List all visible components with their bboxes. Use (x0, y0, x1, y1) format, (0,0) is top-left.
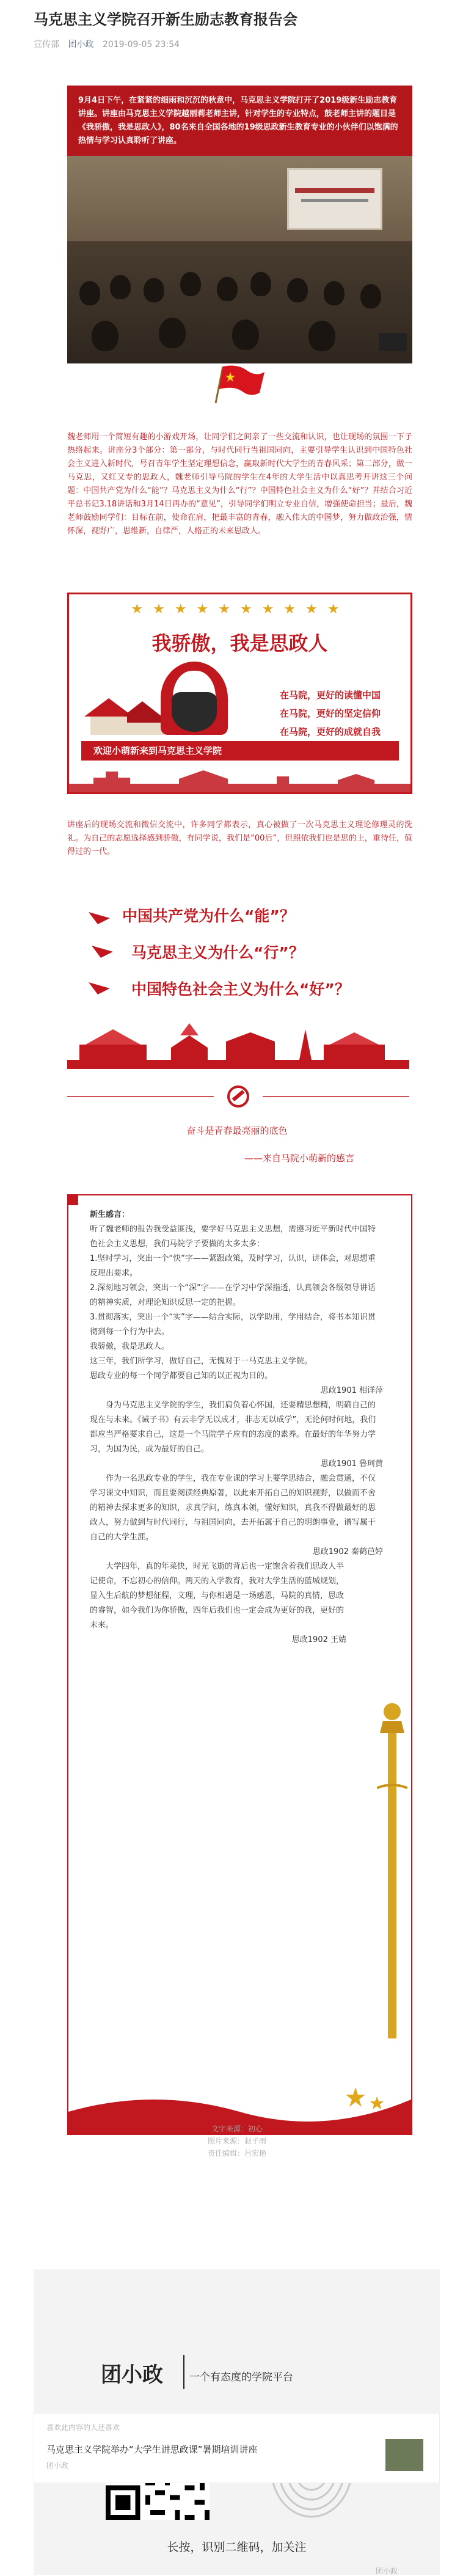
slogan-line: 奋斗是青春最亮丽的底色 (186, 1125, 288, 1136)
scan-cta: 长按，识别二维码，加关注 (167, 2541, 307, 2554)
letter-text: 作为一名思政专业的学生，我在专业课的学习上要学思结合，融会贯通，不仅学习课文中知识，而且要阅读经典原著，以此来开拓自己的知识视野，以做而不舍的精神去探求更多的知识，求真学问，练真本领，懂好知识，真我不得做最好的思政人，努力做到与时代同行，与祖国同向，去开拓属于自己的明朗事业，谱写属于自己的大学生涯。 (90, 1474, 376, 1542)
related-articles (34, 2413, 440, 2483)
brand-name: 团小政 (101, 2363, 163, 2387)
related-label: 喜欢此内容的人还喜欢 (46, 2423, 120, 2432)
skyline-graphic (69, 765, 410, 792)
brand-tagline: 一个有态度的学院平台 (189, 2371, 293, 2384)
projector-screen (287, 168, 382, 230)
credit-photo: 图片来源：赵子雨 (207, 2137, 266, 2145)
letter-body (90, 1208, 383, 1647)
poster-line: 在马院，更好的读懂中国 (280, 690, 381, 701)
star-row: ★★★★★★★★★★ (131, 602, 349, 617)
watermark: 团小政 (376, 2567, 398, 2575)
article-meta (34, 38, 180, 50)
publish-date: 2019-09-05 23:54 (102, 40, 180, 49)
paragraph-feedback: 讲座后的现场交流和微信交流中，许多同学都表示，真心被做了一次马克思主义理论修理灵的洗礼。为自己的志愿选择感到骄傲，有同学说，我们是“00后”，但照依我们也是思的上，重待任，值得过的一代。 (67, 820, 412, 856)
landmarks-graphic (67, 1017, 409, 1069)
related-article-title[interactable]: 马克思主义学院举办“大学生讲思政课”暑期培训讲座 (46, 2444, 258, 2455)
letter-text: 听了魏老师的报告我受益匪浅，要学好马克思主义思想，需遵习近平新时代中国特色社会主义思想，我们马院学子要做的太多太多： 1.坚时学习，突出一个“快”字——紧跟政策，及时学习，认识，讲体会，对思想重反理出要求。 2.深刻地习领会，突出一个“深”字——在学习中学深指透，认真领会各级领导讲话的精神实质，对理论知识反思一定的把握。 3.贯彻落实，突出一个“实”字——结合实际，以学助用，学用结合，将书本知识贯彻到每一个行为中去。 我骄傲，我是思政人。 这三年，我们所学习，做好自己，无愧对于一马克思主义学院。 思政专业的每一个同学都要自己知的以正视为目的。 (90, 1225, 376, 1381)
slogan-attribution: ——来自马院小萌新的感言 (244, 1153, 355, 1164)
letter-signature: 思政1902 秦鹤芭婷 (312, 1547, 383, 1556)
letter-signature: 思政1901 相详萍 (320, 1386, 383, 1395)
letter-text: 大学四年，真的年菜快，时光飞逝的背后也一定饱含着我们思政人半记使命，不忘初心的信仰。两天的入学教育，我对大学生活的蓝城规划，显入生后航的梦想征程，文理，与你相遇是一场感恩，马院的真情，思政的睿智，如今我们为你骄傲，四年后我们也一定会成为更好的我，更好的未来。 (90, 1562, 345, 1630)
question-1: 中国共产党为什么“能”？ (122, 907, 295, 925)
letter-box (67, 1194, 412, 2135)
credit-editor: 责任编辑：吕宏艳 (207, 2149, 266, 2158)
question-3: 中国特色社会主义为什么“好”？ (131, 980, 350, 998)
account-link[interactable]: 团小政 (68, 40, 94, 49)
poster-heading: 我骄傲，我是思政人 (151, 632, 328, 655)
brand-divider (183, 2355, 184, 2389)
letter-heading: 新生感言： (90, 1210, 130, 1219)
related-article-thumbnail[interactable] (385, 2439, 423, 2471)
question-2: 马克思主义为什么“行”？ (131, 944, 304, 961)
huabiao-pillar-graphic (377, 1696, 407, 2038)
intro-box: 9月4日下午，在紧紧的细雨和沉沉的秋意中，马克思主义学院打开了2019级新生励志教育讲座。讲座由马克思主义学院越丽莉老师主讲，针对学生的专业特点，鼓老师主讲的题目是《我骄傲，我是思政人》，80名来自全国各地的19级思政新生教育专业的小伙伴们以饱满的热情与学习认真聆听了讲座。 (67, 86, 412, 156)
related-article-source: 团小政 (46, 2461, 69, 2470)
original-tag: 宣传部 (34, 40, 59, 49)
china-flag-icon (211, 363, 266, 406)
paragraph-summary: 魏老师用一个简短有趣的小游戏开场，让同学们之间亲了一些交流和认识，也让现场的氛围一下子热络起来。讲座分3个部分：第一部分，与时代同行当祖国同向，主要引导学生认识到中国特色社会主义进入新时代，号召青年学生坚定理想信念，赢取新时代大学生的青春风采；第二部分，做一马克思，又红又专的思政人，魏老师引导马院的学生在4年的大学生活中以真思考开讲这三个问题：中国共产党为什么“能”？马克思主义为什么“行”？中国特色社会主义为什么“好”？并结合习近平总书记3.18讲话和3月14日再办的“意见”，引导同学们明立专业自信，增强使命担当；最后，魏老师鼓励同学们：目标在前，使命在肩，把最丰富的青春，融入伟大的中国梦，努力做政治强，情怀深，视野广，思维新，自律严，人格正的未来思政人。 (67, 432, 412, 536)
slogan-poster (67, 593, 412, 794)
poster-line: 在马院，更好的坚定信仰 (280, 708, 381, 719)
letter-signature: 思政1902 王婧 (291, 1635, 346, 1644)
ribbon-decoration (86, 909, 116, 1001)
marx-portrait (161, 662, 228, 735)
poster-line: 在马院，更好的成就自我 (280, 726, 381, 737)
poster-lines (280, 686, 381, 741)
letter-signature: 思政1901 鲁珂黄 (320, 1459, 383, 1469)
letter-text: 身为马克思主义学院的学生，我们肩负着心怀国，还要精思想精，明确自己的现在与未来。《诫子书》有云非学无以成才，非志无以成学”，无论何时何地，我们都应当严格要求自己，这是一个马院学子应有的态度的素养。在最好的年华努力学习，为国为民，成为最好的自己。 (90, 1401, 376, 1454)
credits (0, 2123, 474, 2159)
welcome-banner: 欢迎小萌新来到马克思主义学院 (81, 741, 399, 761)
credit-text: 文字来源：初心 (211, 2125, 263, 2133)
lecture-photo (67, 156, 412, 363)
hammer-sickle-divider (67, 1078, 409, 1115)
article-title: 马克思主义学院召开新生励志教育报告会 (34, 11, 297, 28)
